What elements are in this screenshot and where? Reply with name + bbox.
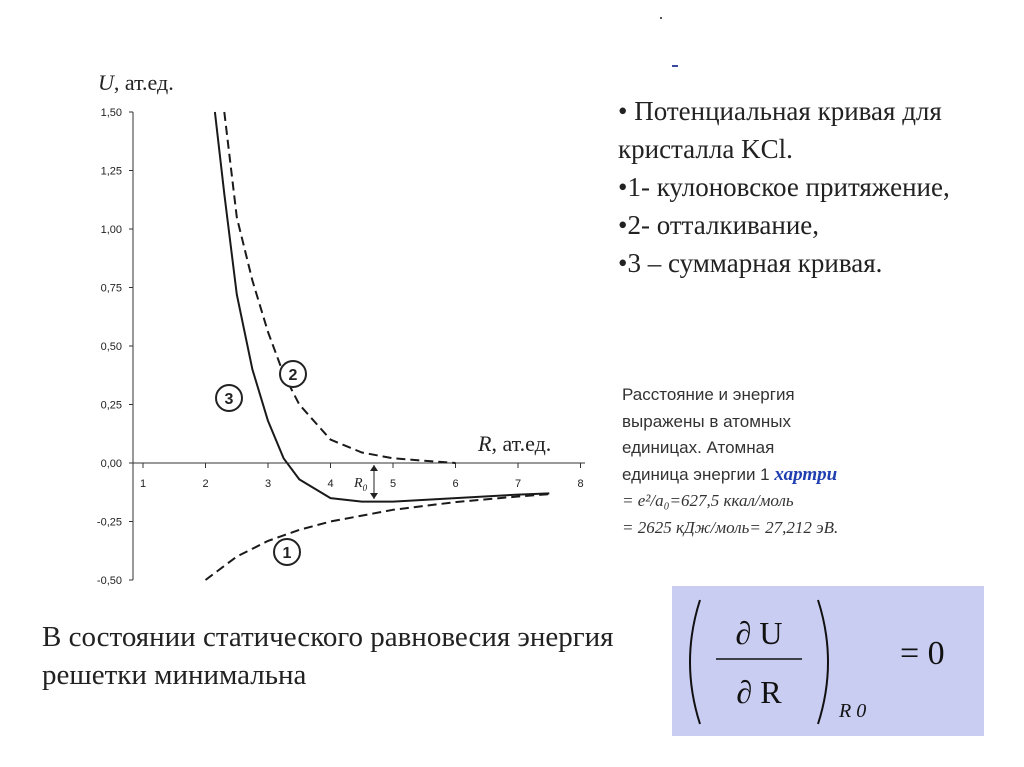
units-note: Расстояние и энергия выражены в атомных единицах. Атомная единица энергии 1 хартри = e²/a₀=627,5 ккал/моль = 2625 кДж/моль= 27,212 эВ.: [622, 385, 839, 537]
x-tick-label: 8: [577, 478, 584, 490]
formula-equals: = 0: [900, 635, 945, 672]
formula-denominator: ∂ R: [736, 674, 782, 710]
x-tick-label: 5: [389, 478, 397, 490]
curve-label-1: [274, 539, 300, 565]
y-ticks: [97, 107, 133, 587]
formula-subscript: R 0: [839, 700, 867, 722]
decorative-dash: [672, 65, 678, 67]
x-tick-label: 1: [139, 478, 147, 490]
y-tick-label: 0,25: [100, 399, 122, 412]
bullet-item: •1- кулоновское притяжение,: [618, 172, 950, 202]
x-tick-label: 2: [202, 478, 209, 490]
y-axis-label: U, ат.ед.: [98, 70, 174, 95]
bullet-item: •3 – суммарная кривая.: [618, 248, 883, 278]
conclusion-text: В состоянии статического равновесия энергия решетки минимальна: [42, 621, 614, 691]
series-line-1: [206, 494, 550, 580]
curve-label-3: [216, 385, 242, 411]
y-tick-label: 0,00: [100, 458, 122, 470]
bullet-list: [618, 92, 1008, 282]
y-tick-label: 0,75: [100, 282, 122, 295]
x-tick-label: 4: [327, 478, 334, 490]
svg-text:3: 3: [224, 391, 234, 408]
y-tick-label: 1,00: [100, 224, 122, 236]
chart-axes: [133, 112, 585, 580]
x-tick-label: 7: [514, 478, 522, 490]
curve-label-2: [280, 361, 306, 387]
r0-marker: [353, 465, 378, 499]
y-tick-label: -0,50: [96, 575, 122, 587]
chart-series: [206, 112, 550, 580]
formula-numerator: ∂ U: [735, 615, 783, 651]
bullet-item: • Потенциальная кривая для кристалла KCl.: [618, 96, 942, 164]
r0-label: $R_0$: [354, 476, 368, 493]
equilibrium-formula: [672, 586, 984, 736]
y-tick-label: -0,25: [96, 516, 122, 529]
decorative-dot: [660, 17, 662, 19]
svg-text:1: 1: [282, 545, 292, 562]
svg-text:2: 2: [288, 367, 298, 384]
series-line-2: [224, 112, 455, 463]
hartree-term: хартри: [774, 463, 838, 485]
x-axis-label: R, ат.ед.: [478, 431, 552, 456]
y-tick-label: 1,50: [100, 107, 122, 119]
x-tick-label: 3: [264, 478, 272, 490]
bullet-item: •2- отталкивание,: [618, 210, 820, 240]
y-tick-label: 1,25: [100, 165, 122, 178]
x-tick-label: 6: [452, 478, 459, 490]
y-tick-label: 0,50: [100, 341, 122, 353]
